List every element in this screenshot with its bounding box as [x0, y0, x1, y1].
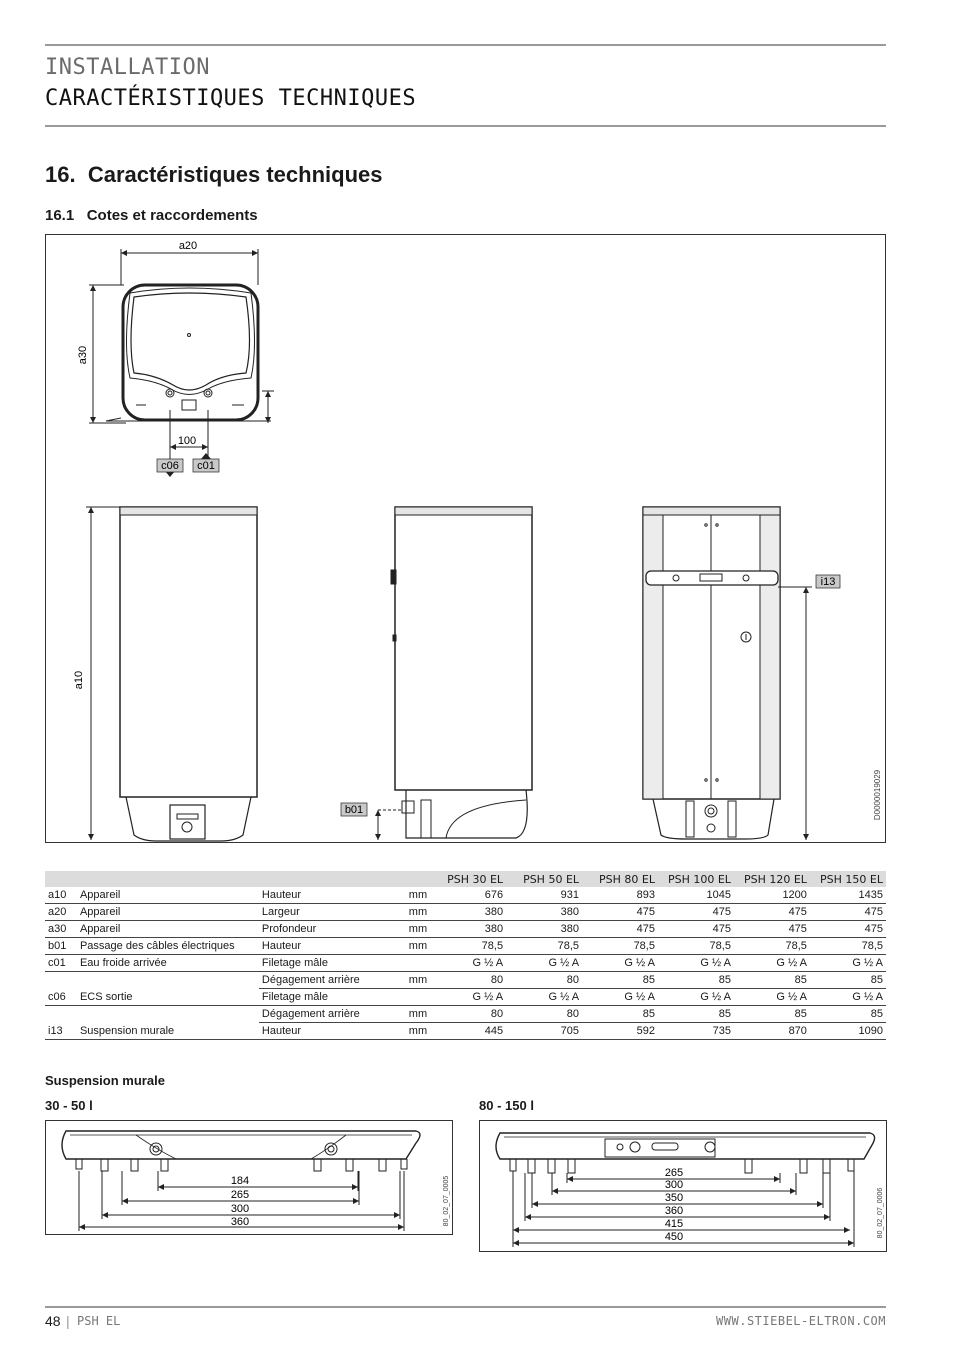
side-view	[378, 507, 532, 840]
row-value: G ½ A	[734, 989, 810, 1006]
label-a10: a10	[73, 670, 85, 690]
row-value: 475	[810, 921, 886, 938]
mount-small-dim-1: 265	[230, 1189, 250, 1201]
row-param: Largeur	[259, 904, 406, 921]
back-view	[643, 507, 812, 840]
row-value: 705	[506, 1023, 582, 1040]
row-value: 85	[582, 972, 658, 989]
table-row	[45, 955, 886, 972]
row-label: Passage des câbles électriques	[77, 938, 259, 955]
model-col-5: PSH 150 EL	[810, 871, 886, 887]
mount-large-svg	[480, 1121, 888, 1253]
row-value: 80	[430, 1006, 506, 1023]
row-value: 80	[430, 972, 506, 989]
row-value: 1045	[658, 887, 734, 904]
subsection-title: CARACTÉRISTIQUES TECHNIQUES	[45, 86, 417, 111]
label-c01: c01	[197, 460, 215, 472]
row-param: Filetage mâle	[259, 955, 406, 972]
label-c06: c06	[161, 460, 179, 472]
row-value: 893	[582, 887, 658, 904]
row-value: G ½ A	[430, 989, 506, 1006]
mount-title: Suspension murale	[45, 1073, 165, 1088]
row-value: 475	[658, 921, 734, 938]
section-title: INSTALLATION	[45, 55, 210, 80]
row-value: G ½ A	[658, 989, 734, 1006]
row-unit: mm	[406, 1023, 430, 1040]
row-code: i13	[45, 1023, 77, 1040]
mount-large-dim-1: 300	[664, 1179, 684, 1191]
mount-large-drawing	[479, 1120, 887, 1252]
row-value: G ½ A	[658, 955, 734, 972]
row-value: 78,5	[582, 938, 658, 955]
footer-url-link[interactable]: WWW.STIEBEL-ELTRON.COM	[716, 1314, 886, 1328]
mount-large-dim-3: 360	[664, 1205, 684, 1217]
model-col-3: PSH 100 EL	[658, 871, 734, 887]
row-param: Filetage mâle	[259, 989, 406, 1006]
top-view	[89, 249, 274, 460]
mount-small-bracket	[62, 1131, 420, 1171]
row-unit: mm	[406, 972, 430, 989]
dimensions-table	[45, 871, 886, 1040]
row-unit: mm	[406, 921, 430, 938]
section-heading	[45, 207, 258, 224]
mount-small-svg	[46, 1121, 454, 1236]
table-header-row	[45, 871, 886, 887]
row-value: 80	[506, 1006, 582, 1023]
label-100: 100	[177, 435, 197, 447]
row-value: 85	[658, 972, 734, 989]
row-value: 80	[506, 972, 582, 989]
label-a30: a30	[77, 345, 89, 365]
row-value: 592	[582, 1023, 658, 1040]
label-i13: i13	[820, 576, 836, 588]
row-label: Suspension murale	[77, 1023, 259, 1040]
mount-large-bracket	[496, 1133, 875, 1173]
top-rule	[45, 44, 886, 46]
row-value: G ½ A	[734, 955, 810, 972]
chapter-heading	[45, 162, 383, 188]
row-code: b01	[45, 938, 77, 955]
row-value: 78,5	[810, 938, 886, 955]
row-param: Hauteur	[259, 887, 406, 904]
row-unit: mm	[406, 1006, 430, 1023]
row-value: G ½ A	[430, 955, 506, 972]
row-value: 85	[734, 972, 810, 989]
section-number: 16.1	[45, 207, 75, 224]
row-value: 78,5	[658, 938, 734, 955]
row-label: Eau froide arrivée	[77, 955, 259, 972]
row-code: c01	[45, 955, 77, 972]
row-value: 1200	[734, 887, 810, 904]
row-value: 475	[810, 904, 886, 921]
row-value: G ½ A	[506, 955, 582, 972]
row-value: G ½ A	[582, 989, 658, 1006]
row-value: 85	[734, 1006, 810, 1023]
row-value: 85	[582, 1006, 658, 1023]
row-value: 1090	[810, 1023, 886, 1040]
row-unit	[406, 955, 430, 972]
row-value: 445	[430, 1023, 506, 1040]
c01-arrow	[201, 453, 211, 459]
table-row	[45, 972, 886, 989]
row-value: 380	[430, 904, 506, 921]
footer-separator: |	[66, 1313, 70, 1329]
row-code	[45, 1006, 77, 1023]
row-value: 475	[658, 904, 734, 921]
row-value: 475	[734, 921, 810, 938]
mount-large-code: 80_02_07_0006	[877, 1187, 884, 1239]
row-value: 870	[734, 1023, 810, 1040]
model-col-0: PSH 30 EL	[430, 871, 506, 887]
row-value: 85	[810, 972, 886, 989]
row-label: Appareil	[77, 887, 259, 904]
model-col-4: PSH 120 EL	[734, 871, 810, 887]
table-row	[45, 904, 886, 921]
row-value: 85	[810, 1006, 886, 1023]
model-col-1: PSH 50 EL	[506, 871, 582, 887]
row-value: 380	[430, 921, 506, 938]
row-label	[77, 1006, 259, 1023]
row-value: 475	[582, 904, 658, 921]
row-value: 1435	[810, 887, 886, 904]
mount-large-title: 80 - 150 l	[479, 1098, 534, 1113]
row-value: 380	[506, 921, 582, 938]
row-value: G ½ A	[810, 955, 886, 972]
row-label	[77, 972, 259, 989]
dimension-drawing	[45, 234, 886, 843]
table-row	[45, 989, 886, 1006]
row-code: a10	[45, 887, 77, 904]
row-value: 735	[658, 1023, 734, 1040]
row-value: 78,5	[506, 938, 582, 955]
row-unit: mm	[406, 938, 430, 955]
chapter-title: Caractéristiques techniques	[87, 162, 383, 187]
row-param: Dégagement arrière	[259, 972, 406, 989]
dimension-drawing-svg	[46, 235, 887, 844]
row-param: Profondeur	[259, 921, 406, 938]
row-value: 931	[506, 887, 582, 904]
table-row	[45, 887, 886, 904]
row-param: Hauteur	[259, 938, 406, 955]
table-row	[45, 921, 886, 938]
mount-large-dim-0: 265	[664, 1167, 684, 1179]
row-value: G ½ A	[810, 989, 886, 1006]
row-unit: mm	[406, 887, 430, 904]
label-b01: b01	[344, 804, 364, 816]
mount-small-drawing	[45, 1120, 453, 1235]
row-unit	[406, 989, 430, 1006]
page-number: 48	[45, 1313, 61, 1329]
table-row	[45, 1006, 886, 1023]
table-row	[45, 1023, 886, 1040]
row-code: a20	[45, 904, 77, 921]
row-code: a30	[45, 921, 77, 938]
row-value: 380	[506, 904, 582, 921]
row-unit: mm	[406, 904, 430, 921]
row-value: G ½ A	[506, 989, 582, 1006]
row-value: 78,5	[430, 938, 506, 955]
mount-large-dim-2: 350	[664, 1192, 684, 1204]
footer-rule	[45, 1306, 886, 1308]
row-value: 78,5	[734, 938, 810, 955]
footer-model: PSH EL	[77, 1314, 121, 1328]
chapter-number: 16.	[45, 162, 76, 187]
label-a20: a20	[178, 240, 198, 252]
section-heading-title: Cotes et raccordements	[86, 207, 258, 224]
mount-large-dims	[513, 1171, 854, 1247]
table-row	[45, 938, 886, 955]
model-col-2: PSH 80 EL	[582, 871, 658, 887]
mount-large-dim-4: 415	[664, 1218, 684, 1230]
row-value: 85	[658, 1006, 734, 1023]
row-value: G ½ A	[582, 955, 658, 972]
mount-small-dim-2: 300	[230, 1203, 250, 1215]
mount-large-dim-5: 450	[664, 1231, 684, 1243]
header-rule	[45, 125, 886, 127]
mount-small-code: 80_02_07_0005	[443, 1175, 450, 1227]
drawing-code: D0000019029	[873, 769, 882, 821]
row-label: ECS sortie	[77, 989, 259, 1006]
mount-small-title: 30 - 50 l	[45, 1098, 93, 1113]
row-param: Dégagement arrière	[259, 1006, 406, 1023]
row-value: 475	[582, 921, 658, 938]
mount-small-dim-3: 360	[230, 1216, 250, 1228]
mount-small-dim-0: 184	[230, 1175, 250, 1187]
row-value: 676	[430, 887, 506, 904]
front-view	[86, 507, 257, 841]
row-code: c06	[45, 989, 77, 1006]
row-value: 475	[734, 904, 810, 921]
row-param: Hauteur	[259, 1023, 406, 1040]
row-label: Appareil	[77, 904, 259, 921]
row-label: Appareil	[77, 921, 259, 938]
row-code	[45, 972, 77, 989]
